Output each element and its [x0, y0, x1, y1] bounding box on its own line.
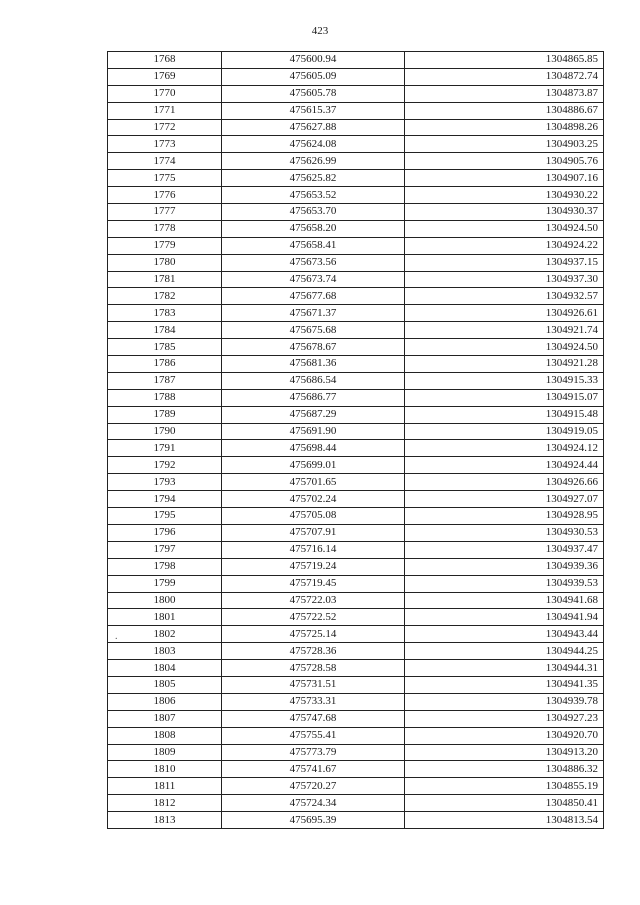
y-coordinate-cell: 1304937.47: [405, 541, 604, 558]
x-coordinate-cell: 475600.94: [222, 52, 405, 69]
y-coordinate-cell: 1304903.25: [405, 136, 604, 153]
x-coordinate-cell: 475773.79: [222, 744, 405, 761]
x-coordinate-cell: 475671.37: [222, 305, 405, 322]
point-number-cell: 1812: [108, 795, 222, 812]
point-number-cell: 1809: [108, 744, 222, 761]
table-row: [108, 626, 604, 643]
x-coordinate-cell: 475716.14: [222, 541, 405, 558]
table-row: [108, 136, 604, 153]
x-coordinate-cell: 475615.37: [222, 102, 405, 119]
x-coordinate-cell: 475624.08: [222, 136, 405, 153]
point-number-cell: 1790: [108, 423, 222, 440]
table-row: [108, 288, 604, 305]
x-coordinate-cell: 475695.39: [222, 812, 405, 829]
y-coordinate-cell: 1304886.32: [405, 761, 604, 778]
x-coordinate-cell: 475705.08: [222, 508, 405, 525]
table-row: [108, 356, 604, 373]
x-coordinate-cell: 475731.51: [222, 676, 405, 693]
point-number-cell: 1785: [108, 339, 222, 356]
x-coordinate-cell: 475724.34: [222, 795, 405, 812]
x-coordinate-cell: 475722.03: [222, 592, 405, 609]
x-coordinate-cell: 475653.70: [222, 204, 405, 221]
point-number-cell: 1775: [108, 170, 222, 187]
coordinates-table-body: [108, 52, 604, 829]
point-number-cell: 1769: [108, 68, 222, 85]
table-row: [108, 406, 604, 423]
x-coordinate-cell: 475707.91: [222, 524, 405, 541]
y-coordinate-cell: 1304944.31: [405, 660, 604, 677]
y-coordinate-cell: 1304920.70: [405, 727, 604, 744]
point-number-cell: 1796: [108, 524, 222, 541]
y-coordinate-cell: 1304905.76: [405, 153, 604, 170]
x-coordinate-cell: 475701.65: [222, 474, 405, 491]
y-coordinate-cell: 1304873.87: [405, 85, 604, 102]
table-row: [108, 440, 604, 457]
point-number-cell: 1808: [108, 727, 222, 744]
y-coordinate-cell: 1304943.44: [405, 626, 604, 643]
scan-artifact-dot: .: [115, 631, 118, 642]
y-coordinate-cell: 1304937.15: [405, 254, 604, 271]
y-coordinate-cell: 1304813.54: [405, 812, 604, 829]
x-coordinate-cell: 475605.78: [222, 85, 405, 102]
y-coordinate-cell: 1304939.36: [405, 558, 604, 575]
y-coordinate-cell: 1304919.05: [405, 423, 604, 440]
x-coordinate-cell: 475686.54: [222, 372, 405, 389]
table-row: [108, 795, 604, 812]
table-row: [108, 575, 604, 592]
point-number-cell: 1772: [108, 119, 222, 136]
point-number-cell: 1774: [108, 153, 222, 170]
point-number-cell: 1786: [108, 356, 222, 373]
y-coordinate-cell: 1304886.67: [405, 102, 604, 119]
table-row: [108, 119, 604, 136]
point-number-cell: 1781: [108, 271, 222, 288]
table-row: [108, 727, 604, 744]
point-number-cell: 1784: [108, 322, 222, 339]
y-coordinate-cell: 1304926.61: [405, 305, 604, 322]
table-row: [108, 102, 604, 119]
x-coordinate-cell: 475686.77: [222, 389, 405, 406]
point-number-cell: 1787: [108, 372, 222, 389]
table-row: [108, 457, 604, 474]
point-number-cell: 1793: [108, 474, 222, 491]
table-row: [108, 271, 604, 288]
x-coordinate-cell: 475673.74: [222, 271, 405, 288]
point-number-cell: 1777: [108, 204, 222, 221]
point-number-cell: 1792: [108, 457, 222, 474]
y-coordinate-cell: 1304898.26: [405, 119, 604, 136]
table-row: [108, 220, 604, 237]
x-coordinate-cell: 475728.36: [222, 643, 405, 660]
y-coordinate-cell: 1304855.19: [405, 778, 604, 795]
y-coordinate-cell: 1304921.28: [405, 356, 604, 373]
y-coordinate-cell: 1304924.50: [405, 220, 604, 237]
point-number-cell: 1802: [108, 626, 222, 643]
x-coordinate-cell: 475681.36: [222, 356, 405, 373]
table-row: [108, 474, 604, 491]
table-row: [108, 52, 604, 69]
y-coordinate-cell: 1304930.53: [405, 524, 604, 541]
point-number-cell: 1779: [108, 237, 222, 254]
x-coordinate-cell: 475673.56: [222, 254, 405, 271]
y-coordinate-cell: 1304944.25: [405, 643, 604, 660]
y-coordinate-cell: 1304850.41: [405, 795, 604, 812]
table-row: [108, 541, 604, 558]
point-number-cell: 1797: [108, 541, 222, 558]
table-row: [108, 710, 604, 727]
point-number-cell: 1782: [108, 288, 222, 305]
point-number-cell: 1789: [108, 406, 222, 423]
y-coordinate-cell: 1304932.57: [405, 288, 604, 305]
point-number-cell: 1770: [108, 85, 222, 102]
x-coordinate-cell: 475722.52: [222, 609, 405, 626]
x-coordinate-cell: 475675.68: [222, 322, 405, 339]
table-row: [108, 491, 604, 508]
x-coordinate-cell: 475653.52: [222, 187, 405, 204]
y-coordinate-cell: 1304927.23: [405, 710, 604, 727]
table-row: [108, 372, 604, 389]
x-coordinate-cell: 475741.67: [222, 761, 405, 778]
table-row: [108, 660, 604, 677]
point-number-cell: 1778: [108, 220, 222, 237]
point-number-cell: 1803: [108, 643, 222, 660]
table-row: [108, 339, 604, 356]
point-number-cell: 1807: [108, 710, 222, 727]
x-coordinate-cell: 475678.67: [222, 339, 405, 356]
table-row: [108, 187, 604, 204]
point-number-cell: 1805: [108, 676, 222, 693]
x-coordinate-cell: 475625.82: [222, 170, 405, 187]
table-row: [108, 761, 604, 778]
table-row: [108, 812, 604, 829]
point-number-cell: 1780: [108, 254, 222, 271]
page-number: 423: [311, 25, 329, 37]
x-coordinate-cell: 475725.14: [222, 626, 405, 643]
table-row: [108, 508, 604, 525]
y-coordinate-cell: 1304921.74: [405, 322, 604, 339]
x-coordinate-cell: 475728.58: [222, 660, 405, 677]
y-coordinate-cell: 1304913.20: [405, 744, 604, 761]
coordinates-table: [107, 51, 604, 829]
table-row: [108, 237, 604, 254]
point-number-cell: 1773: [108, 136, 222, 153]
table-row: [108, 322, 604, 339]
table-row: [108, 305, 604, 322]
point-number-cell: 1800: [108, 592, 222, 609]
point-number-cell: 1806: [108, 693, 222, 710]
y-coordinate-cell: 1304939.78: [405, 693, 604, 710]
y-coordinate-cell: 1304907.16: [405, 170, 604, 187]
x-coordinate-cell: 475698.44: [222, 440, 405, 457]
table-row: [108, 778, 604, 795]
y-coordinate-cell: 1304924.22: [405, 237, 604, 254]
y-coordinate-cell: 1304865.85: [405, 52, 604, 69]
table-row: [108, 153, 604, 170]
y-coordinate-cell: 1304924.50: [405, 339, 604, 356]
table-row: [108, 389, 604, 406]
table-row: [108, 609, 604, 626]
y-coordinate-cell: 1304924.12: [405, 440, 604, 457]
y-coordinate-cell: 1304930.22: [405, 187, 604, 204]
point-number-cell: 1811: [108, 778, 222, 795]
table-row: [108, 254, 604, 271]
point-number-cell: 1810: [108, 761, 222, 778]
point-number-cell: 1788: [108, 389, 222, 406]
y-coordinate-cell: 1304872.74: [405, 68, 604, 85]
x-coordinate-cell: 475720.27: [222, 778, 405, 795]
x-coordinate-cell: 475699.01: [222, 457, 405, 474]
x-coordinate-cell: 475719.24: [222, 558, 405, 575]
y-coordinate-cell: 1304915.48: [405, 406, 604, 423]
table-row: [108, 423, 604, 440]
x-coordinate-cell: 475687.29: [222, 406, 405, 423]
y-coordinate-cell: 1304915.33: [405, 372, 604, 389]
x-coordinate-cell: 475605.09: [222, 68, 405, 85]
y-coordinate-cell: 1304930.37: [405, 204, 604, 221]
x-coordinate-cell: 475658.41: [222, 237, 405, 254]
table-row: [108, 693, 604, 710]
x-coordinate-cell: 475691.90: [222, 423, 405, 440]
table-row: [108, 744, 604, 761]
point-number-cell: 1801: [108, 609, 222, 626]
table-row: [108, 676, 604, 693]
table-row: [108, 170, 604, 187]
y-coordinate-cell: 1304941.68: [405, 592, 604, 609]
x-coordinate-cell: 475658.20: [222, 220, 405, 237]
point-number-cell: 1799: [108, 575, 222, 592]
point-number-cell: 1798: [108, 558, 222, 575]
point-number-cell: 1783: [108, 305, 222, 322]
x-coordinate-cell: 475627.88: [222, 119, 405, 136]
y-coordinate-cell: 1304941.94: [405, 609, 604, 626]
x-coordinate-cell: 475702.24: [222, 491, 405, 508]
table-row: [108, 85, 604, 102]
table-row: [108, 643, 604, 660]
y-coordinate-cell: 1304939.53: [405, 575, 604, 592]
x-coordinate-cell: 475733.31: [222, 693, 405, 710]
point-number-cell: 1776: [108, 187, 222, 204]
y-coordinate-cell: 1304924.44: [405, 457, 604, 474]
x-coordinate-cell: 475747.68: [222, 710, 405, 727]
y-coordinate-cell: 1304927.07: [405, 491, 604, 508]
point-number-cell: 1768: [108, 52, 222, 69]
x-coordinate-cell: 475677.68: [222, 288, 405, 305]
point-number-cell: 1794: [108, 491, 222, 508]
y-coordinate-cell: 1304928.95: [405, 508, 604, 525]
y-coordinate-cell: 1304926.66: [405, 474, 604, 491]
point-number-cell: 1795: [108, 508, 222, 525]
x-coordinate-cell: 475626.99: [222, 153, 405, 170]
x-coordinate-cell: 475755.41: [222, 727, 405, 744]
table-row: [108, 204, 604, 221]
table-row: [108, 592, 604, 609]
table-row: [108, 558, 604, 575]
y-coordinate-cell: 1304937.30: [405, 271, 604, 288]
point-number-cell: 1804: [108, 660, 222, 677]
table-row: [108, 524, 604, 541]
table-row: [108, 68, 604, 85]
y-coordinate-cell: 1304941.35: [405, 676, 604, 693]
x-coordinate-cell: 475719.45: [222, 575, 405, 592]
point-number-cell: 1813: [108, 812, 222, 829]
point-number-cell: 1791: [108, 440, 222, 457]
point-number-cell: 1771: [108, 102, 222, 119]
y-coordinate-cell: 1304915.07: [405, 389, 604, 406]
